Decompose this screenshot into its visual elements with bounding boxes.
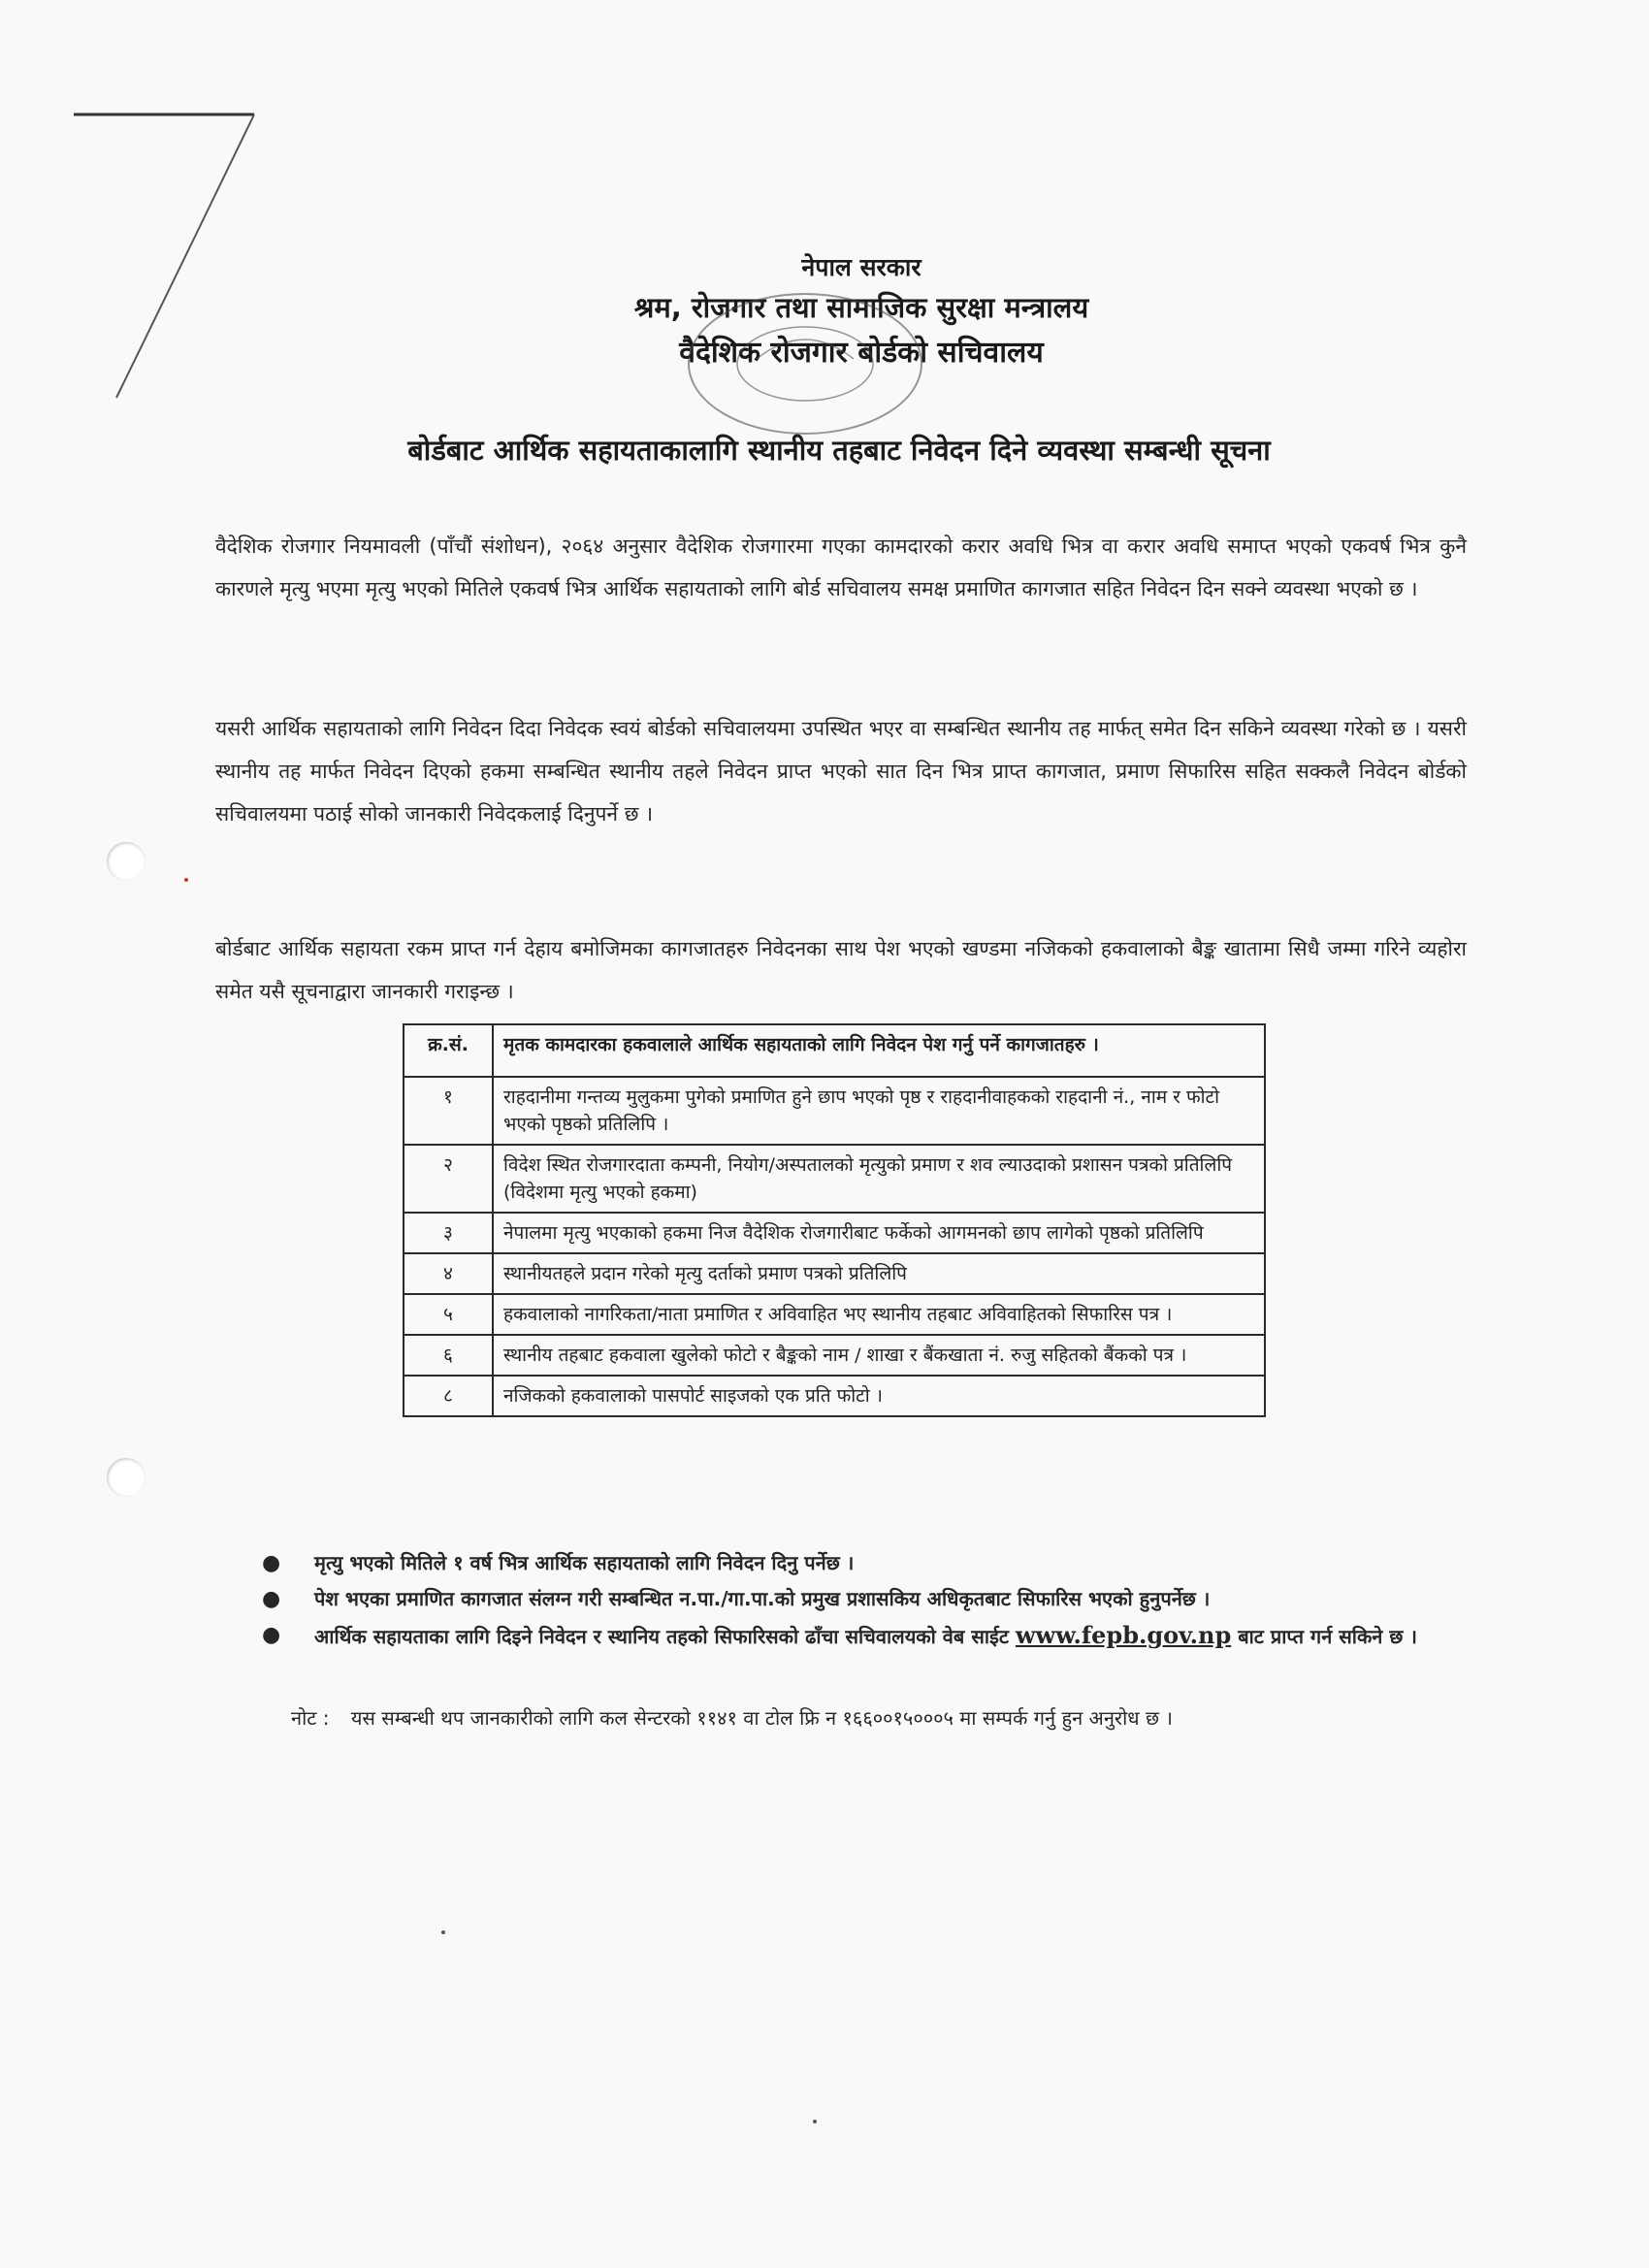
note — [291, 1704, 1484, 1731]
table-header-row — [404, 1024, 1265, 1077]
row-number: ५ — [404, 1294, 493, 1335]
bullet-icon: ● — [262, 1551, 281, 1575]
row-number: २ — [404, 1145, 493, 1213]
scan-speck — [441, 1930, 445, 1934]
table-row — [404, 1145, 1265, 1213]
bullet-text: पेश भएका प्रमाणित कागजात संलग्न गरी सम्बन्धित न.पा./गा.पा.को प्रमुख प्रशासकिय अधिकृतबाट सिफारिस भएको हुनुपर्नेछ । — [314, 1587, 1211, 1610]
bullet-text: बाट प्राप्त गर्न सकिने छ । — [1238, 1625, 1417, 1648]
paragraph-1: वैदेशिक रोजगार नियमावली (पाँचौं संशोधन), २०६४ अनुसार वैदेशिक रोजगारमा गएका कामदारको करार अवधि भित्र वा करार अवधि समाप्त भएको एकवर्ष भित्र कुनै कारणले मृत्यु भएमा मृत्यु भएको मितिले एकवर्ष भित्र आर्थिक सहायताको लागि बोर्ड सचिवालय समक्ष प्रमाणित कागजात सहित निवेदन दिन सक्ने व्यवस्था भएको छ । — [215, 535, 1467, 600]
notice-title: बोर्डबाट आर्थिक सहायताकालागि स्थानीय तहबाट निवेदन दिने व्यवस्था सम्बन्धी सूचना — [407, 434, 1271, 467]
bullet-icon: ● — [262, 1587, 281, 1611]
row-text: विदेश स्थित रोजगारदाता कम्पनी, नियोग/अस्पतालको मृत्युको प्रमाण र शव ल्याउदाको प्रशासन पत्रको प्रतिलिपि (विदेशमा मृत्यु भएको हकमा) — [493, 1145, 1265, 1213]
header-secretariat: वैदेशिक रोजगार बोर्डको सचिवालय — [679, 336, 1044, 370]
table-row — [404, 1294, 1265, 1335]
column-header-documents: मृतक कामदारका हकवालाले आर्थिक सहायताको लागि निवेदन पेश गर्नु पर्ने कागजातहरु । — [493, 1024, 1265, 1077]
website-link[interactable]: www.fepb.gov.np — [1015, 1621, 1232, 1649]
table-row — [404, 1213, 1265, 1253]
bullet-item — [262, 1583, 1474, 1615]
bullet-item — [262, 1619, 1474, 1653]
header-government: नेपाल सरकार — [801, 253, 922, 281]
row-text: स्थानीय तहबाट हकवाला खुलेको फोटो र बैङ्कको नाम / शाखा र बैंकखाता नं. रुजु सहितको बैंकको पत्र । — [493, 1335, 1265, 1376]
note-text: यस सम्बन्धी थप जानकारीको लागि कल सेन्टरको ११४१ वा टोल फ्रि न १६६००१५०००५ मा सम्पर्क गर्नु हुन अनुरोध छ । — [350, 1706, 1173, 1730]
row-text: स्थानीयतहले प्रदान गरेको मृत्यु दर्ताको प्रमाण पत्रको प्रतिलिपि — [493, 1253, 1265, 1294]
row-number: ८ — [404, 1376, 493, 1416]
row-number: ६ — [404, 1335, 493, 1376]
bullet-icon: ● — [262, 1623, 281, 1647]
punch-hole — [107, 1458, 146, 1497]
table-row — [404, 1335, 1265, 1376]
scan-speck — [184, 878, 188, 882]
scan-speck — [813, 2120, 817, 2123]
document-table — [403, 1023, 1266, 1417]
bullet-item — [262, 1547, 1474, 1579]
row-text: नजिकको हकवालाको पासपोर्ट साइजको एक प्रति फोटो । — [493, 1376, 1265, 1416]
bullet-list — [262, 1547, 1474, 1657]
row-number: ३ — [404, 1213, 493, 1253]
table-row — [404, 1077, 1265, 1145]
bullet-text: आर्थिक सहायताका लागि दिइने निवेदन र स्थानिय तहको सिफारिसको ढाँचा सचिवालयको वेब साईट — [314, 1625, 1009, 1648]
row-text: हकवालाको नागरिकता/नाता प्रमाणित र अविवाहित भए स्थानीय तहबाट अविवाहितको सिफारिस पत्र । — [493, 1294, 1265, 1335]
table-row — [404, 1376, 1265, 1416]
row-number: ४ — [404, 1253, 493, 1294]
header-ministry: श्रम, रोजगार तथा सामाजिक सुरक्षा मन्त्रालय — [633, 291, 1089, 324]
row-number: १ — [404, 1077, 493, 1145]
row-text: राहदानीमा गन्तव्य मुलुकमा पुगेको प्रमाणित हुने छाप भएको पृष्ठ र राहदानीवाहकको राहदानी नं., नाम र फोटो भएको पृष्ठको प्रतिलिपि । — [493, 1077, 1265, 1145]
official-seal — [679, 281, 931, 446]
paragraph-2: यसरी आर्थिक सहायताको लागि निवेदन दिदा निवेदक स्वयं बोर्डको सचिवालयमा उपस्थित भएर वा सम्बन्धित स्थानीय तह मार्फत् समेत दिन सकिने व्यवस्था गरेको छ । यसरी स्थानीय तह मार्फत निवेदन दिएको हकमा सम्बन्धित स्थानीय तहले निवेदन प्राप्त भएको सात दिन भित्र प्राप्त कागजात, प्रमाण सिफारिस सहित सक्कलै निवेदन बोर्डको सचिवालयमा पठाई सोको जानकारी निवेदकलाई दिनुपर्ने छ । — [215, 717, 1467, 826]
bullet-text: मृत्यु भएको मितिले १ वर्ष भित्र आर्थिक सहायताको लागि निवेदन दिनु पर्नेछ । — [314, 1551, 855, 1574]
paragraph-3: बोर्डबाट आर्थिक सहायता रकम प्राप्त गर्न देहाय बमोजिमका कागजातहरु निवेदनका साथ पेश भएको खण्डमा नजिकको हकवालाको बैङ्क खातामा सिधै जम्मा गरिने व्यहोरा समेत यसै सूचनाद्वारा जानकारी गराइन्छ । — [215, 937, 1467, 1003]
column-header-serial: क्र.सं. — [404, 1024, 493, 1077]
row-text: नेपालमा मृत्यु भएकाको हकमा निज वैदेशिक रोजगारीबाट फर्केको आगमनको छाप लागेको पृष्ठको प्रतिलिपि — [493, 1213, 1265, 1253]
note-label: नोट : — [291, 1706, 330, 1730]
punch-hole — [107, 842, 146, 881]
table-row — [404, 1253, 1265, 1294]
